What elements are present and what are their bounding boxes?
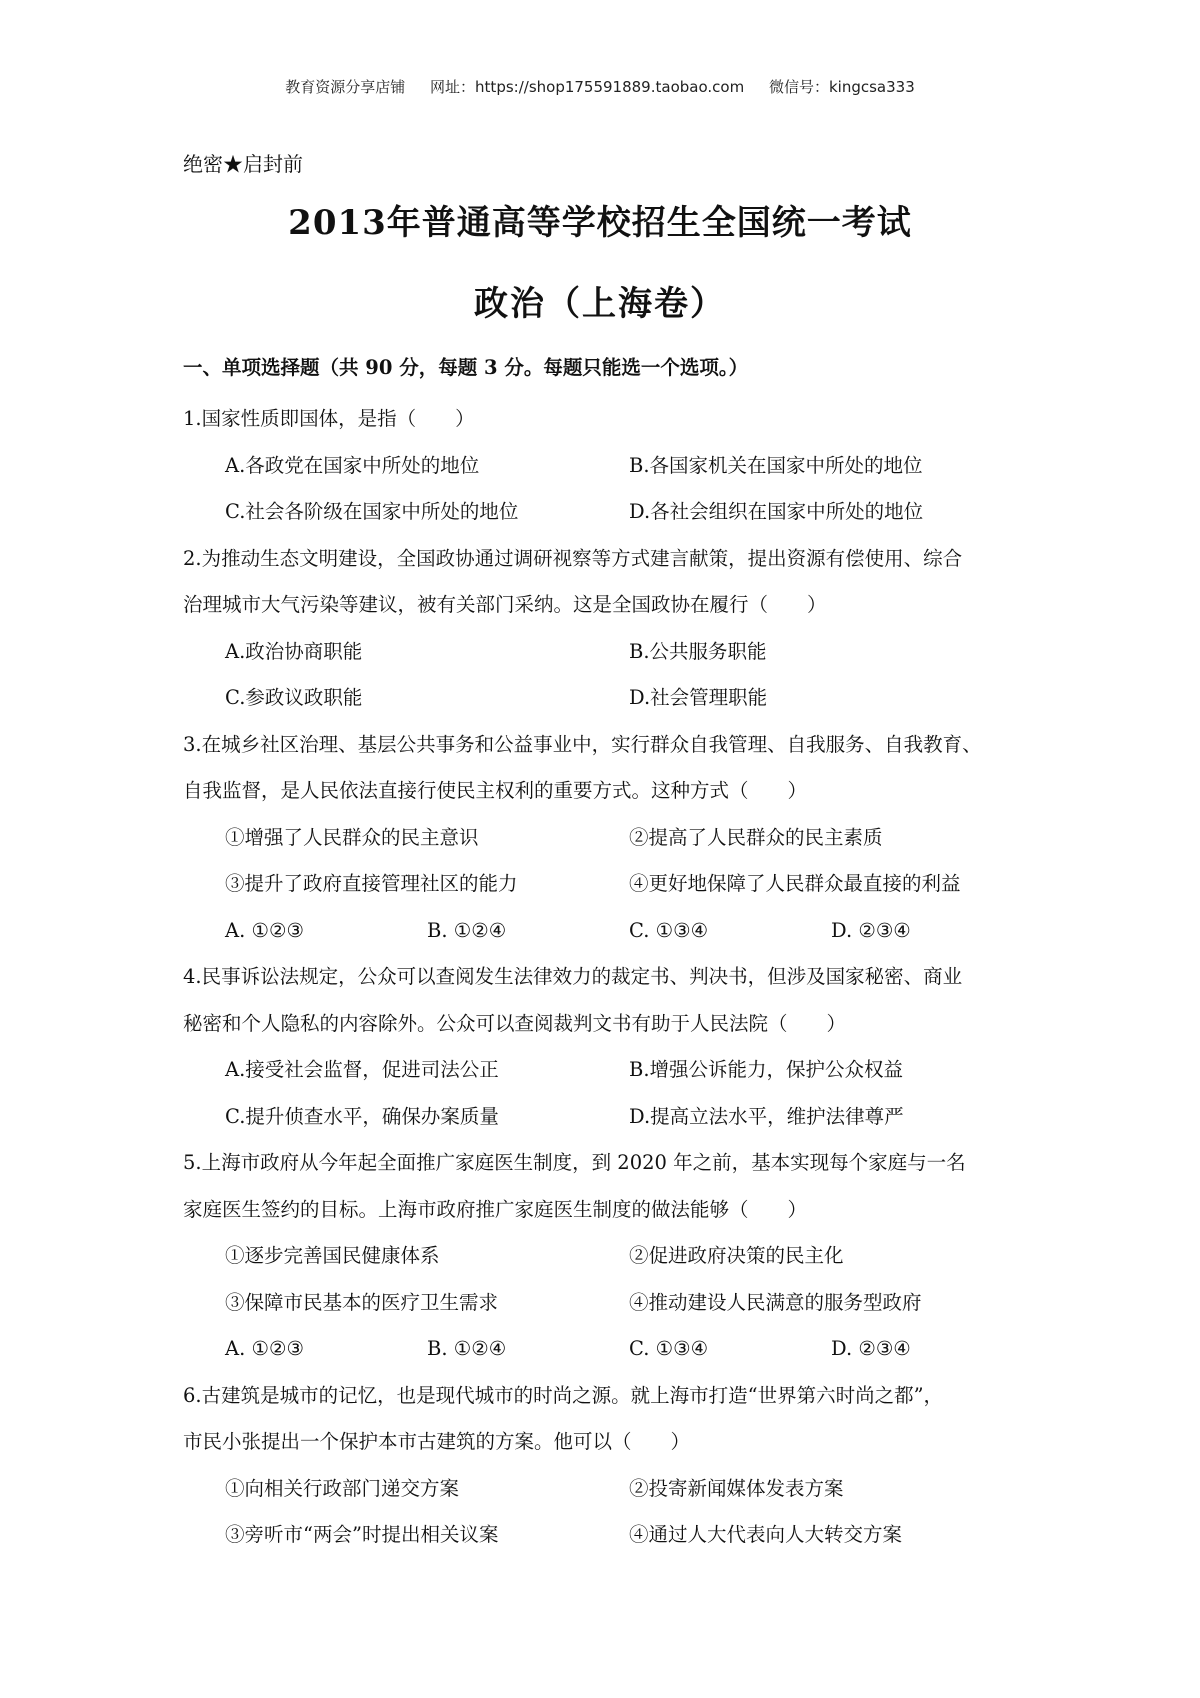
option-row bbox=[183, 675, 1033, 722]
option-a: A. ①②③ bbox=[225, 1337, 304, 1360]
statement-4: ④推动建设人民满意的服务型政府 bbox=[629, 1290, 922, 1314]
option-a: A.政治协商职能 bbox=[225, 639, 363, 663]
option-row bbox=[183, 443, 1033, 490]
question-4 bbox=[183, 954, 1033, 1140]
option-d: D.各社会组织在国家中所处的地位 bbox=[629, 500, 924, 523]
option-a: A.各政党在国家中所处的地位 bbox=[225, 453, 480, 477]
statement-1: ①增强了人民群众的民主意识 bbox=[225, 825, 479, 849]
question-stem: 秘密和个人隐私的内容除外。公众可以查阅裁判文书有助于人民法院（ ） bbox=[183, 1011, 847, 1035]
option-b: B.公共服务职能 bbox=[629, 639, 767, 663]
page-header bbox=[0, 76, 1200, 97]
question-stem: 自我监督，是人民依法直接行使民主权利的重要方式。这种方式（ ） bbox=[183, 779, 808, 802]
option-b: B. ①②④ bbox=[427, 1337, 507, 1360]
option-row bbox=[183, 489, 1033, 536]
statement-2: ②提高了人民群众的民主素质 bbox=[629, 825, 883, 849]
statement-row bbox=[183, 1280, 1033, 1327]
header-wechat: 微信号：kingcsa333 bbox=[768, 78, 915, 96]
statement-2: ②投寄新闻媒体发表方案 bbox=[629, 1476, 844, 1500]
statement-row bbox=[183, 1466, 1033, 1513]
option-a: A.接受社会监督，促进司法公正 bbox=[225, 1058, 499, 1081]
statement-3: ③保障市民基本的医疗卫生需求 bbox=[225, 1290, 499, 1314]
exam-subtitle: 政治（上海卷） bbox=[474, 284, 726, 324]
question-stem: 治理城市大气污染等建议，被有关部门采纳。这是全国政协在履行（ ） bbox=[183, 593, 827, 616]
question-stem: 家庭医生签约的目标。上海市政府推广家庭医生制度的做法能够（ ） bbox=[183, 1197, 808, 1221]
question-stem: 4.民事诉讼法规定，公众可以查阅发生法律效力的裁定书、判决书，但涉及国家秘密、商业 bbox=[183, 965, 963, 988]
option-b: B. ①②④ bbox=[427, 918, 507, 942]
statement-3: ③提升了政府直接管理社区的能力 bbox=[225, 872, 518, 895]
exam-content bbox=[183, 350, 1033, 1559]
statement-1: ①向相关行政部门递交方案 bbox=[225, 1476, 460, 1500]
header-url: 网址：https://shop175591889.taobao.com bbox=[430, 78, 745, 96]
option-row bbox=[183, 1047, 1033, 1094]
question-stem: 1.国家性质即国体，是指（ ） bbox=[183, 407, 475, 430]
option-d: D.提高立法水平，维护法律尊严 bbox=[629, 1104, 904, 1128]
header-shop: 教育资源分享店铺 bbox=[285, 78, 406, 96]
statement-row bbox=[183, 1512, 1033, 1559]
option-c: C.社会各阶级在国家中所处的地位 bbox=[225, 500, 519, 523]
option-a: A. ①②③ bbox=[225, 918, 304, 942]
statement-3: ③旁听市“两会”时提出相关议案 bbox=[225, 1523, 499, 1546]
option-c: C. ①③④ bbox=[629, 918, 709, 942]
question-stem: 2.为推动生态文明建设，全国政协通过调研视察等方式建言献策，提出资源有偿使用、综合 bbox=[183, 546, 963, 570]
statement-2: ②促进政府决策的民主化 bbox=[629, 1244, 844, 1267]
statement-1: ①逐步完善国民健康体系 bbox=[225, 1244, 440, 1267]
statement-row bbox=[183, 815, 1033, 862]
question-6 bbox=[183, 1373, 1033, 1559]
option-row bbox=[183, 1094, 1033, 1141]
question-stem: 6.古建筑是城市的记忆，也是现代城市的时尚之源。就上海市打造“世界第六时尚之都”， bbox=[183, 1383, 944, 1407]
question-stem: 5.上海市政府从今年起全面推广家庭医生制度，到 2020 年之前，基本实现每个家庭与一名 bbox=[183, 1151, 966, 1174]
question-stem: 市民小张提出一个保护本市古建筑的方案。他可以（ ） bbox=[183, 1430, 691, 1453]
option-d: D.社会管理职能 bbox=[629, 686, 768, 709]
option-d: D. ②③④ bbox=[831, 1337, 911, 1360]
option-row bbox=[183, 908, 1033, 955]
statement-row bbox=[183, 861, 1033, 908]
secret-label: 绝密★启封前 bbox=[183, 152, 303, 176]
question-3 bbox=[183, 722, 1033, 955]
option-d: D. ②③④ bbox=[831, 918, 911, 942]
exam-title: 2013年普通高等学校招生全国统一考试 bbox=[288, 203, 912, 243]
question-stem: 3.在城乡社区治理、基层公共事务和公益事业中，实行群众自我管理、自我服务、自我教育、 bbox=[183, 732, 982, 756]
statement-4: ④更好地保障了人民群众最直接的利益 bbox=[629, 872, 961, 895]
option-b: B.各国家机关在国家中所处的地位 bbox=[629, 453, 923, 477]
statement-row bbox=[183, 1233, 1033, 1280]
option-b: B.增强公诉能力，保护公众权益 bbox=[629, 1058, 904, 1081]
statement-4: ④通过人大代表向人大转交方案 bbox=[629, 1523, 903, 1546]
option-row bbox=[183, 1326, 1033, 1373]
option-c: C.提升侦查水平，确保办案质量 bbox=[225, 1104, 499, 1128]
question-2 bbox=[183, 536, 1033, 722]
question-1 bbox=[183, 396, 1033, 536]
option-row bbox=[183, 629, 1033, 676]
option-c: C. ①③④ bbox=[629, 1337, 709, 1360]
question-5 bbox=[183, 1140, 1033, 1373]
option-c: C.参政议政职能 bbox=[225, 686, 363, 709]
section-title: 一、单项选择题（共 90 分，每题 3 分。每题只能选一个选项。） bbox=[183, 356, 749, 379]
